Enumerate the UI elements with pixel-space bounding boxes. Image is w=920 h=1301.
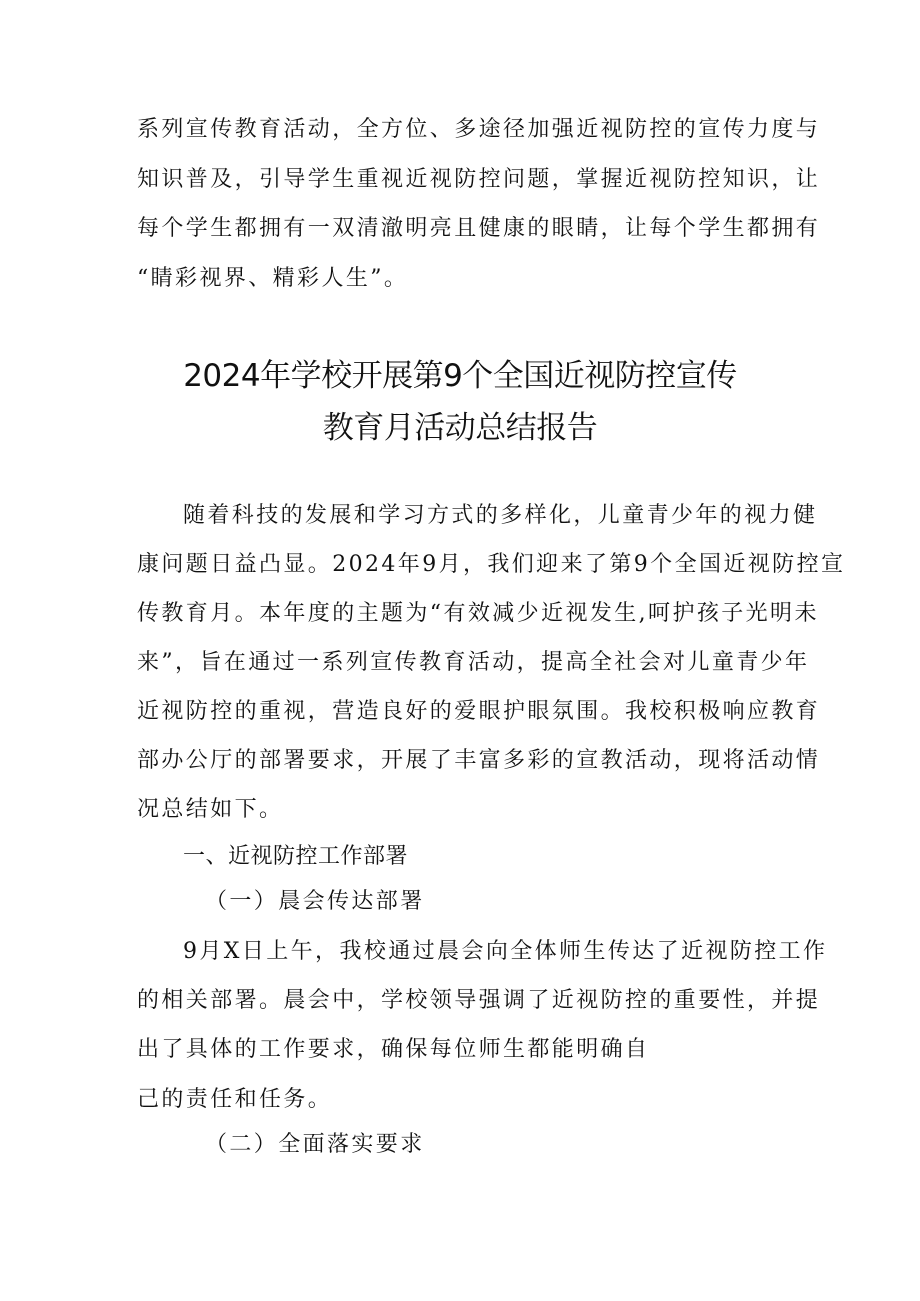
section-para-line-3: 出了具体的工作要求，确保每位师生都能明确自 (137, 1037, 650, 1062)
body-line-7: 况总结如下。 (137, 797, 284, 822)
section-para-line-2: 的相关部署。晨会中，学校领导强调了近视防控的重要性，并提 (137, 988, 821, 1013)
subsection-heading-2: （二）全面落实要求 (205, 1132, 425, 1157)
section-heading: 一、近视防控工作部署 (183, 844, 409, 869)
report-title-line-2: 教育月活动总结报告 (322, 410, 598, 446)
intro-line-4: “睛彩视界、精彩人生”。 (137, 266, 409, 291)
body-line-5: 近视防控的重视，营造良好的爱眼护眼氛围。我校积极响应教育 (137, 699, 821, 724)
intro-line-2: 知识普及，引导学生重视近视防控问题，掌握近视防控知识，让 (137, 167, 821, 192)
body-line-1: 随着科技的发展和学习方式的多样化，儿童青少年的视力健 (183, 503, 818, 528)
subsection-heading-1: （一）晨会传达部署 (205, 889, 425, 914)
report-title-line-1: 2024年学校开展第9个全国近视防控宣传 (183, 358, 737, 394)
intro-line-1: 系列宣传教育活动，全方位、多途径加强近视防控的宣传力度与 (137, 117, 821, 142)
body-line-4: 来”，旨在通过一系列宣传教育活动，提高全社会对儿童青少年 (137, 650, 810, 675)
intro-line-3: 每个学生都拥有一双清澈明亮且健康的眼睛，让每个学生都拥有 (137, 216, 821, 241)
section-para-line-1: 9月X日上午，我校通过晨会向全体师生传达了近视防控工作 (183, 939, 828, 964)
body-line-2: 康问题日益凸显。2024年9月，我们迎来了第9个全国近视防控宣 (137, 552, 846, 577)
body-line-6: 部办公厅的部署要求，开展了丰富多彩的宣教活动，现将活动情 (137, 748, 821, 773)
body-line-3: 传教育月。本年度的主题为“有效减少近视发生,呵护孩子光明未 (137, 601, 819, 626)
section-para-line-4: 己的责任和任务。 (137, 1087, 333, 1112)
